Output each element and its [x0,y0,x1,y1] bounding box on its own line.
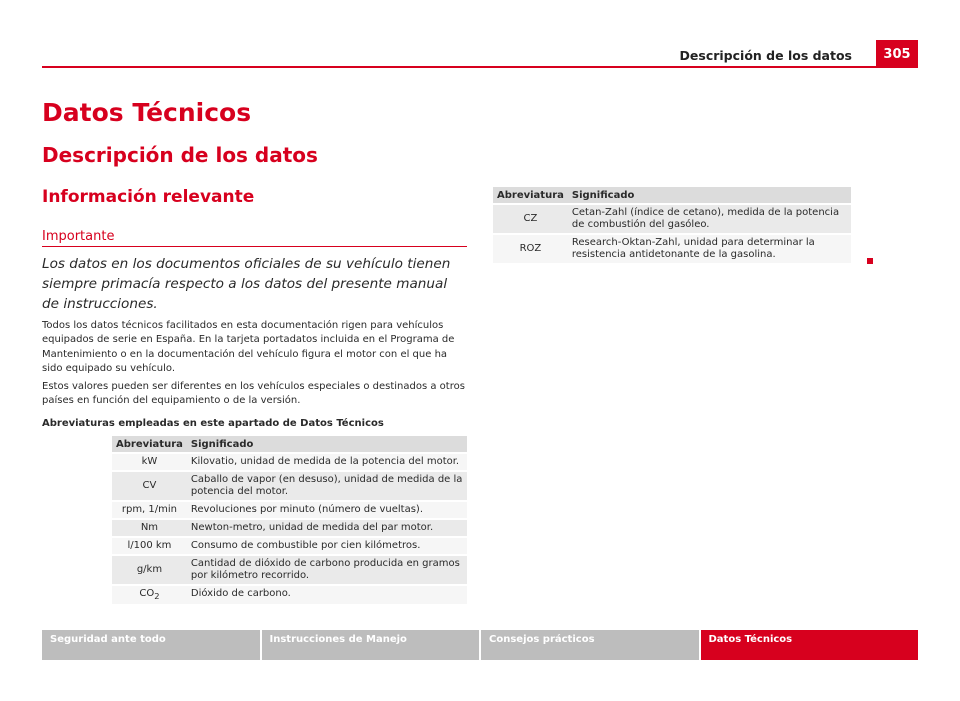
abbr-base: CO [139,588,155,599]
important-heading: Importante [42,229,115,244]
important-rule [42,246,467,247]
abbr-cell: CV [112,471,187,501]
abbr-cell: Nm [112,519,187,537]
meaning-cell: Caballo de vapor (en desuso), unidad de medida de la potencia del motor. [187,471,467,501]
subsection-title: Información relevante [42,187,255,207]
abbr-cell: ROZ [493,234,568,263]
meaning-cell: Revoluciones por minuto (número de vueltas). [187,501,467,519]
table-header-row [493,187,851,204]
header-abbreviation: Abreviatura [112,436,187,453]
running-head: Descripción de los datos [679,48,852,63]
section-title: Descripción de los datos [42,143,318,167]
abbr-subscript: 2 [154,591,160,601]
table-row [112,555,467,585]
header-meaning: Significado [187,436,467,453]
table-row [112,501,467,519]
table-caption: Abreviaturas empleadas en este apartado de Datos Técnicos [42,418,384,429]
footer-tab-instrucciones[interactable]: Instrucciones de Manejo [262,630,480,660]
abbr-cell: l/100 km [112,537,187,555]
abbr-cell: kW [112,453,187,471]
meaning-cell: Cetan-Zahl (índice de cetano), medida de la potencia de combustión del gasóleo. [568,204,851,234]
table-row [112,471,467,501]
table-row [112,537,467,555]
abbr-cell: CZ [493,204,568,234]
abbreviations-table-continued [493,187,851,263]
intro-text: Los datos en los documentos oficiales de su vehículo tienen siempre primacía respecto a los datos del presente manual de instrucciones. [42,256,451,312]
footer-tab-consejos[interactable]: Consejos prácticos [481,630,699,660]
abbr-cell: rpm, 1/min [112,501,187,519]
table-row [112,585,467,604]
table-row [493,234,851,263]
header-meaning: Significado [568,187,851,204]
table-row [112,519,467,537]
abbreviations-table [112,436,467,604]
footer-nav [42,630,918,660]
header-abbreviation: Abreviatura [493,187,568,204]
section-end-marker [867,258,873,264]
paragraph-special-vehicles: Estos valores pueden ser diferentes en los vehículos especiales o destinados a otros países en función del equipamiento o de la versión. [42,381,465,407]
header-rule [42,66,918,68]
chapter-title: Datos Técnicos [42,98,252,127]
table-header-row [112,436,467,453]
meaning-cell: Research-Oktan-Zahl, unidad para determinar la resistencia antidetonante de la gasolina. [568,234,851,263]
paragraph-technical-data: Todos los datos técnicos facilitados en esta documentación rigen para vehículos equipados de serie en España. En la tarjeta portadatos incluida en el Programa de Mantenimiento o en la documentación del vehículo figura el motor con el que ha sido equipado su vehículo. [42,320,455,375]
meaning-cell: Dióxido de carbono. [187,585,467,604]
meaning-cell: Newton-metro, unidad de medida del par motor. [187,519,467,537]
page-number: 305 [876,40,918,68]
meaning-cell: Cantidad de dióxido de carbono producida en gramos por kilómetro recorrido. [187,555,467,585]
table-row [493,204,851,234]
table-row [112,453,467,471]
footer-tab-seguridad[interactable]: Seguridad ante todo [42,630,260,660]
abbr-cell: g/km [112,555,187,585]
footer-tab-datos-tecnicos[interactable]: Datos Técnicos [701,630,919,660]
meaning-cell: Consumo de combustible por cien kilómetros. [187,537,467,555]
abbr-cell [112,585,187,604]
meaning-cell: Kilovatio, unidad de medida de la potencia del motor. [187,453,467,471]
